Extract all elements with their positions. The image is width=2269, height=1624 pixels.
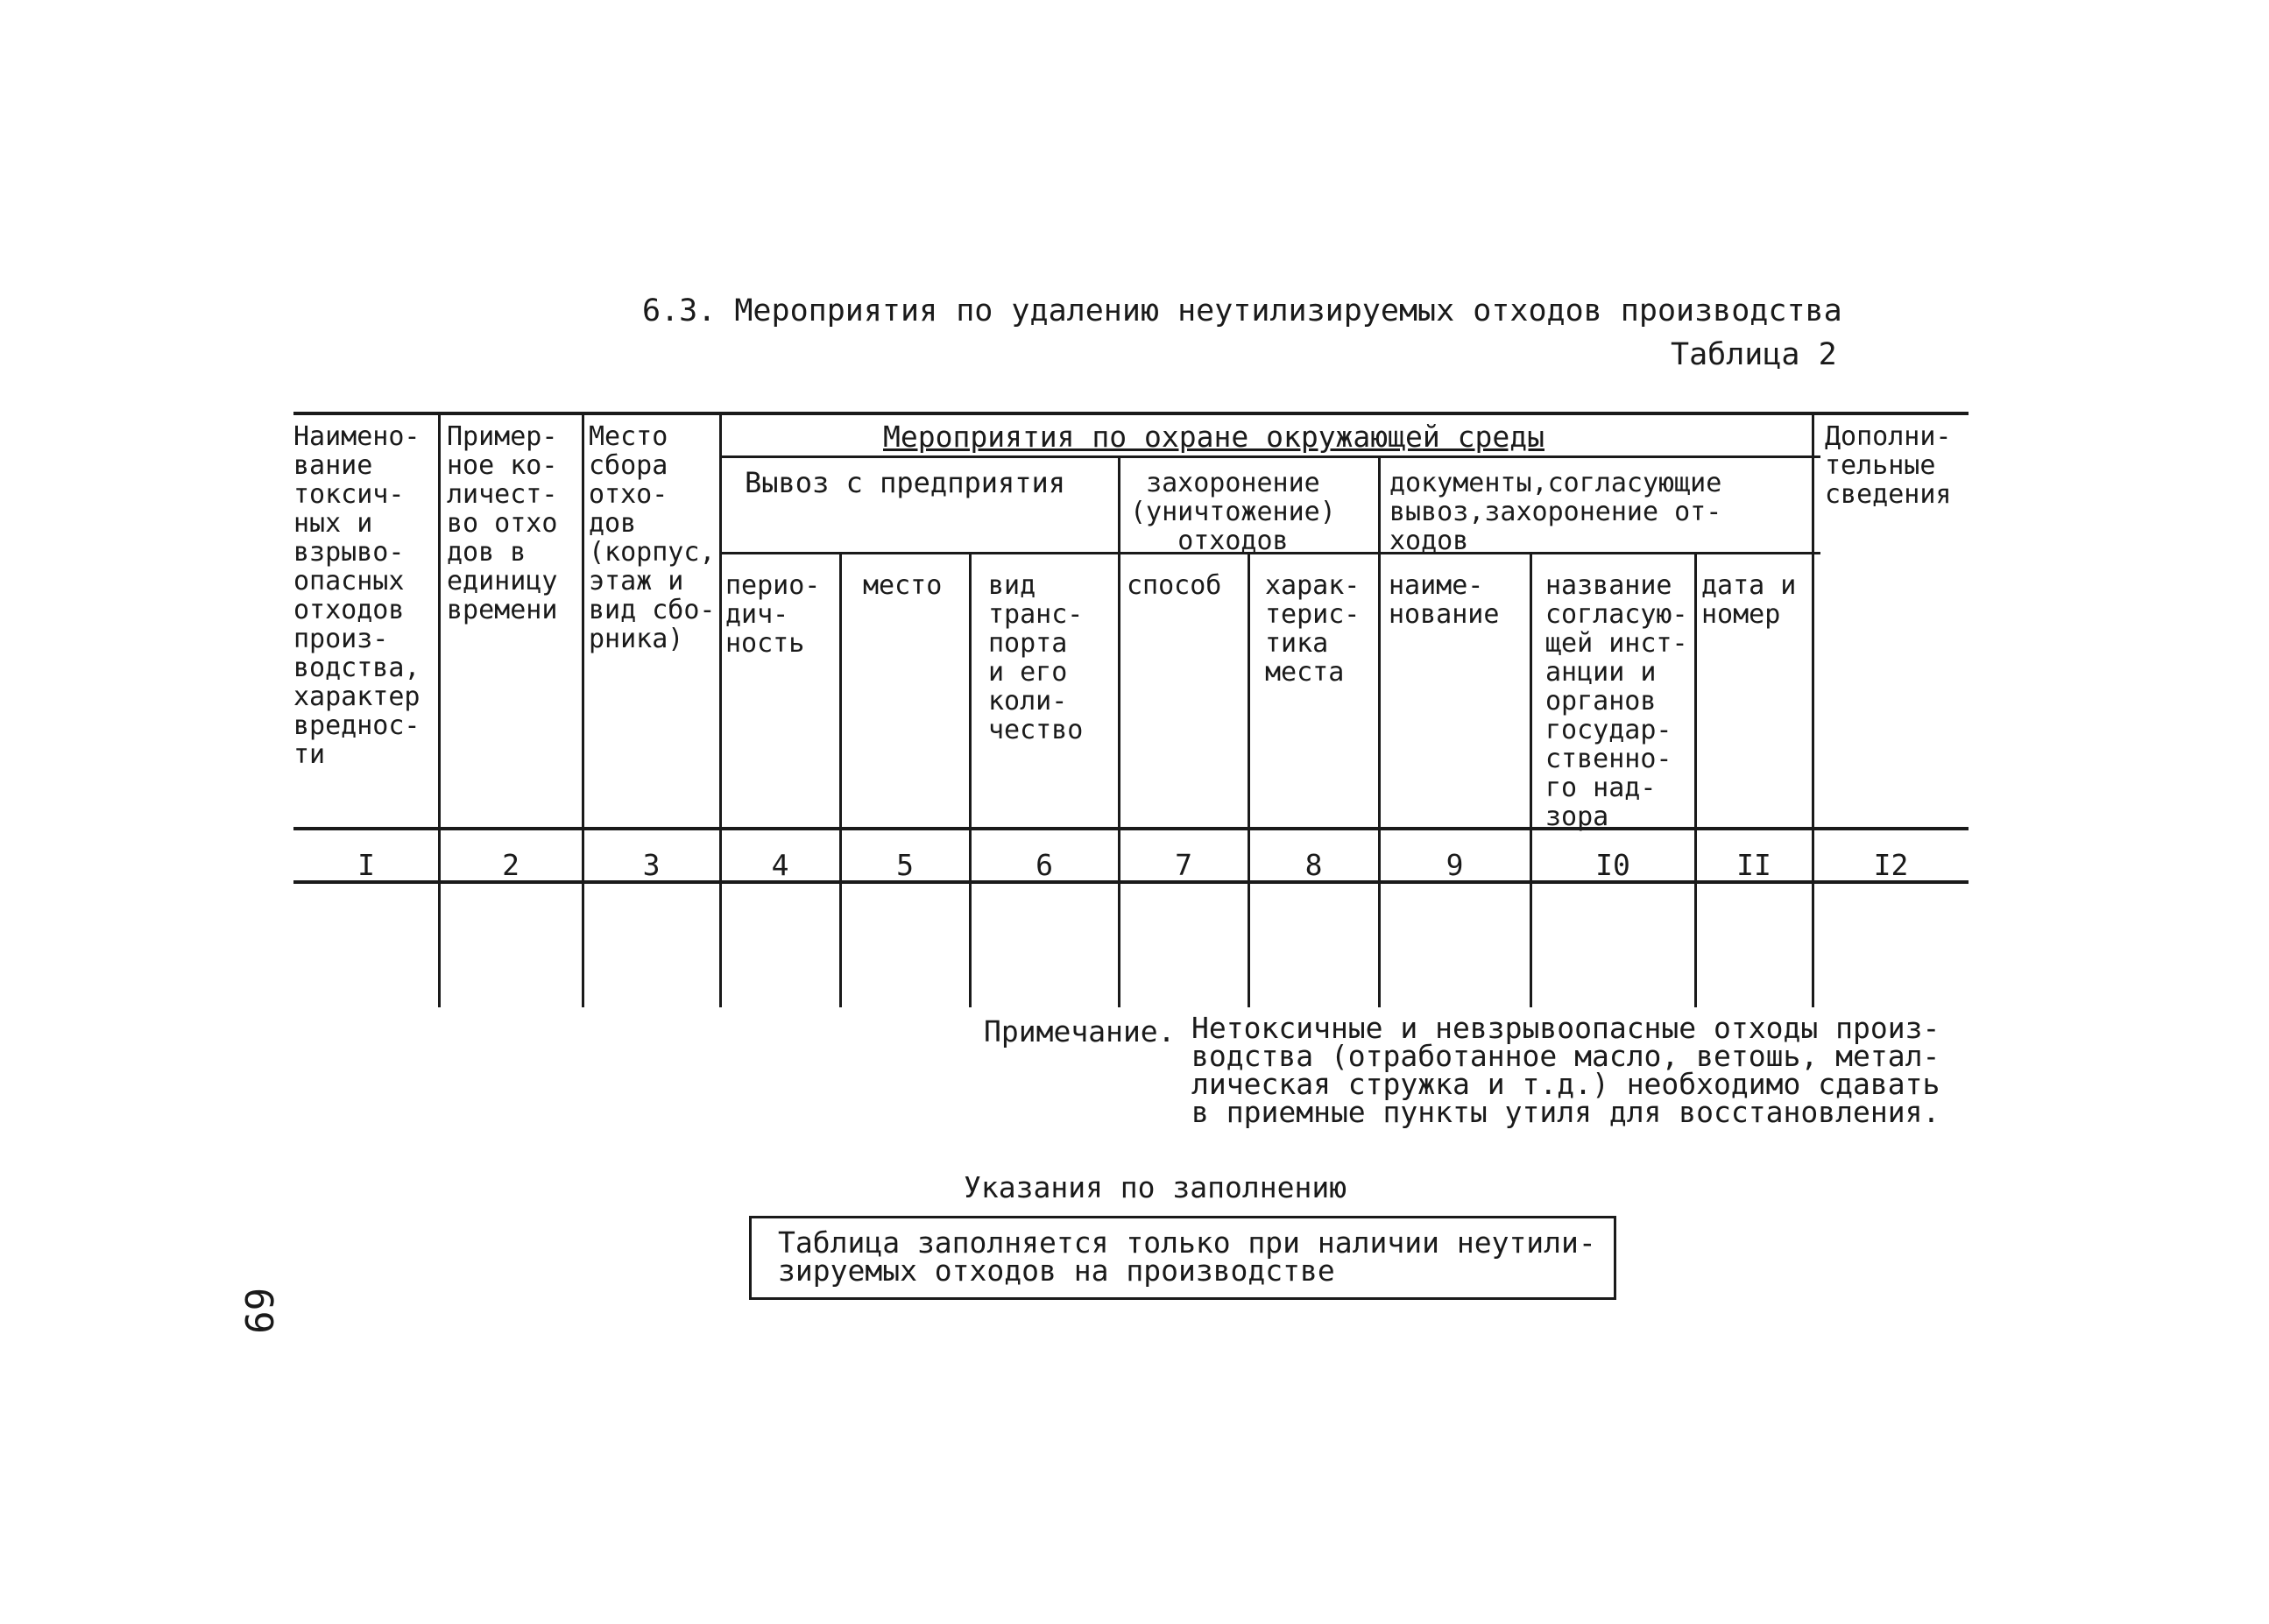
note-text: Нетоксичные и невзрывоопасные отходы произ- водства (отработанное масло, ветошь, метал- лическая стружка и т.д.) необходимо сдавать в приемные пункты утиля для восстановления. [1191,1011,1940,1129]
header-collection-place: Место сбора отхо- дов (корпус, этаж и вид сбо- рника) [589,421,716,654]
column-number: II [1736,848,1771,882]
header-group-burial: захоронение (уничтожение) отходов [1130,468,1336,556]
header-method: способ [1127,570,1222,601]
column-number: 2 [502,848,520,882]
header-place: место [863,570,943,601]
column-number: I2 [1873,848,1909,882]
header-place-characteristic: харак- терис- тика места [1265,570,1361,688]
column-number: 7 [1175,848,1192,882]
header-group-documents: документы,согласующие вывоз,захоронение от- ходов [1389,468,1722,556]
header-approving-authority: название согласую- щей инст- анции и органов государ- ственно- го над- зора [1545,570,1688,832]
column-number: I0 [1595,848,1630,882]
column-number: I [357,848,375,882]
column-number: 3 [642,848,661,882]
header-group-removal: Вывоз с предприятия [745,466,1066,499]
section-title: 6.3. Мероприятия по удалению неутилизируемых отходов производства [642,293,1842,328]
column-number: 6 [1036,848,1053,882]
instructions-text: Таблица заполняется только при наличии неутили- зируемых отходов на производстве [778,1225,1596,1288]
header-transport-type: вид транс- порта и его коли- чество [988,570,1084,745]
header-additional-info: Дополни- тельные сведения [1825,421,1952,510]
header-group-environment: Мероприятия по охране окружающей среды [883,420,1544,454]
instructions-title: Указания по заполнению [964,1170,1347,1204]
page-number: 69 [236,1288,280,1334]
instructions-box [749,1216,1616,1300]
header-document-name: наиме- нование [1389,570,1500,630]
table-label: Таблица 2 [1671,337,1837,372]
header-approx-quantity: Пример- ное ко- личест- во отхо дов в единицу времени [447,421,558,625]
header-periodicity: перио- дич- ность [725,570,821,659]
column-number: 4 [771,848,789,882]
column-number: 5 [896,848,914,882]
header-date-number: дата и номер [1701,570,1797,630]
header-waste-name: Наимено- вание токсич- ных и взрыво- опасных отходов произ- водства, характер вреднос- ти [293,421,421,770]
column-number: 8 [1304,848,1323,882]
column-number: 9 [1446,848,1464,882]
note-label: Примечание. [984,1014,1176,1049]
